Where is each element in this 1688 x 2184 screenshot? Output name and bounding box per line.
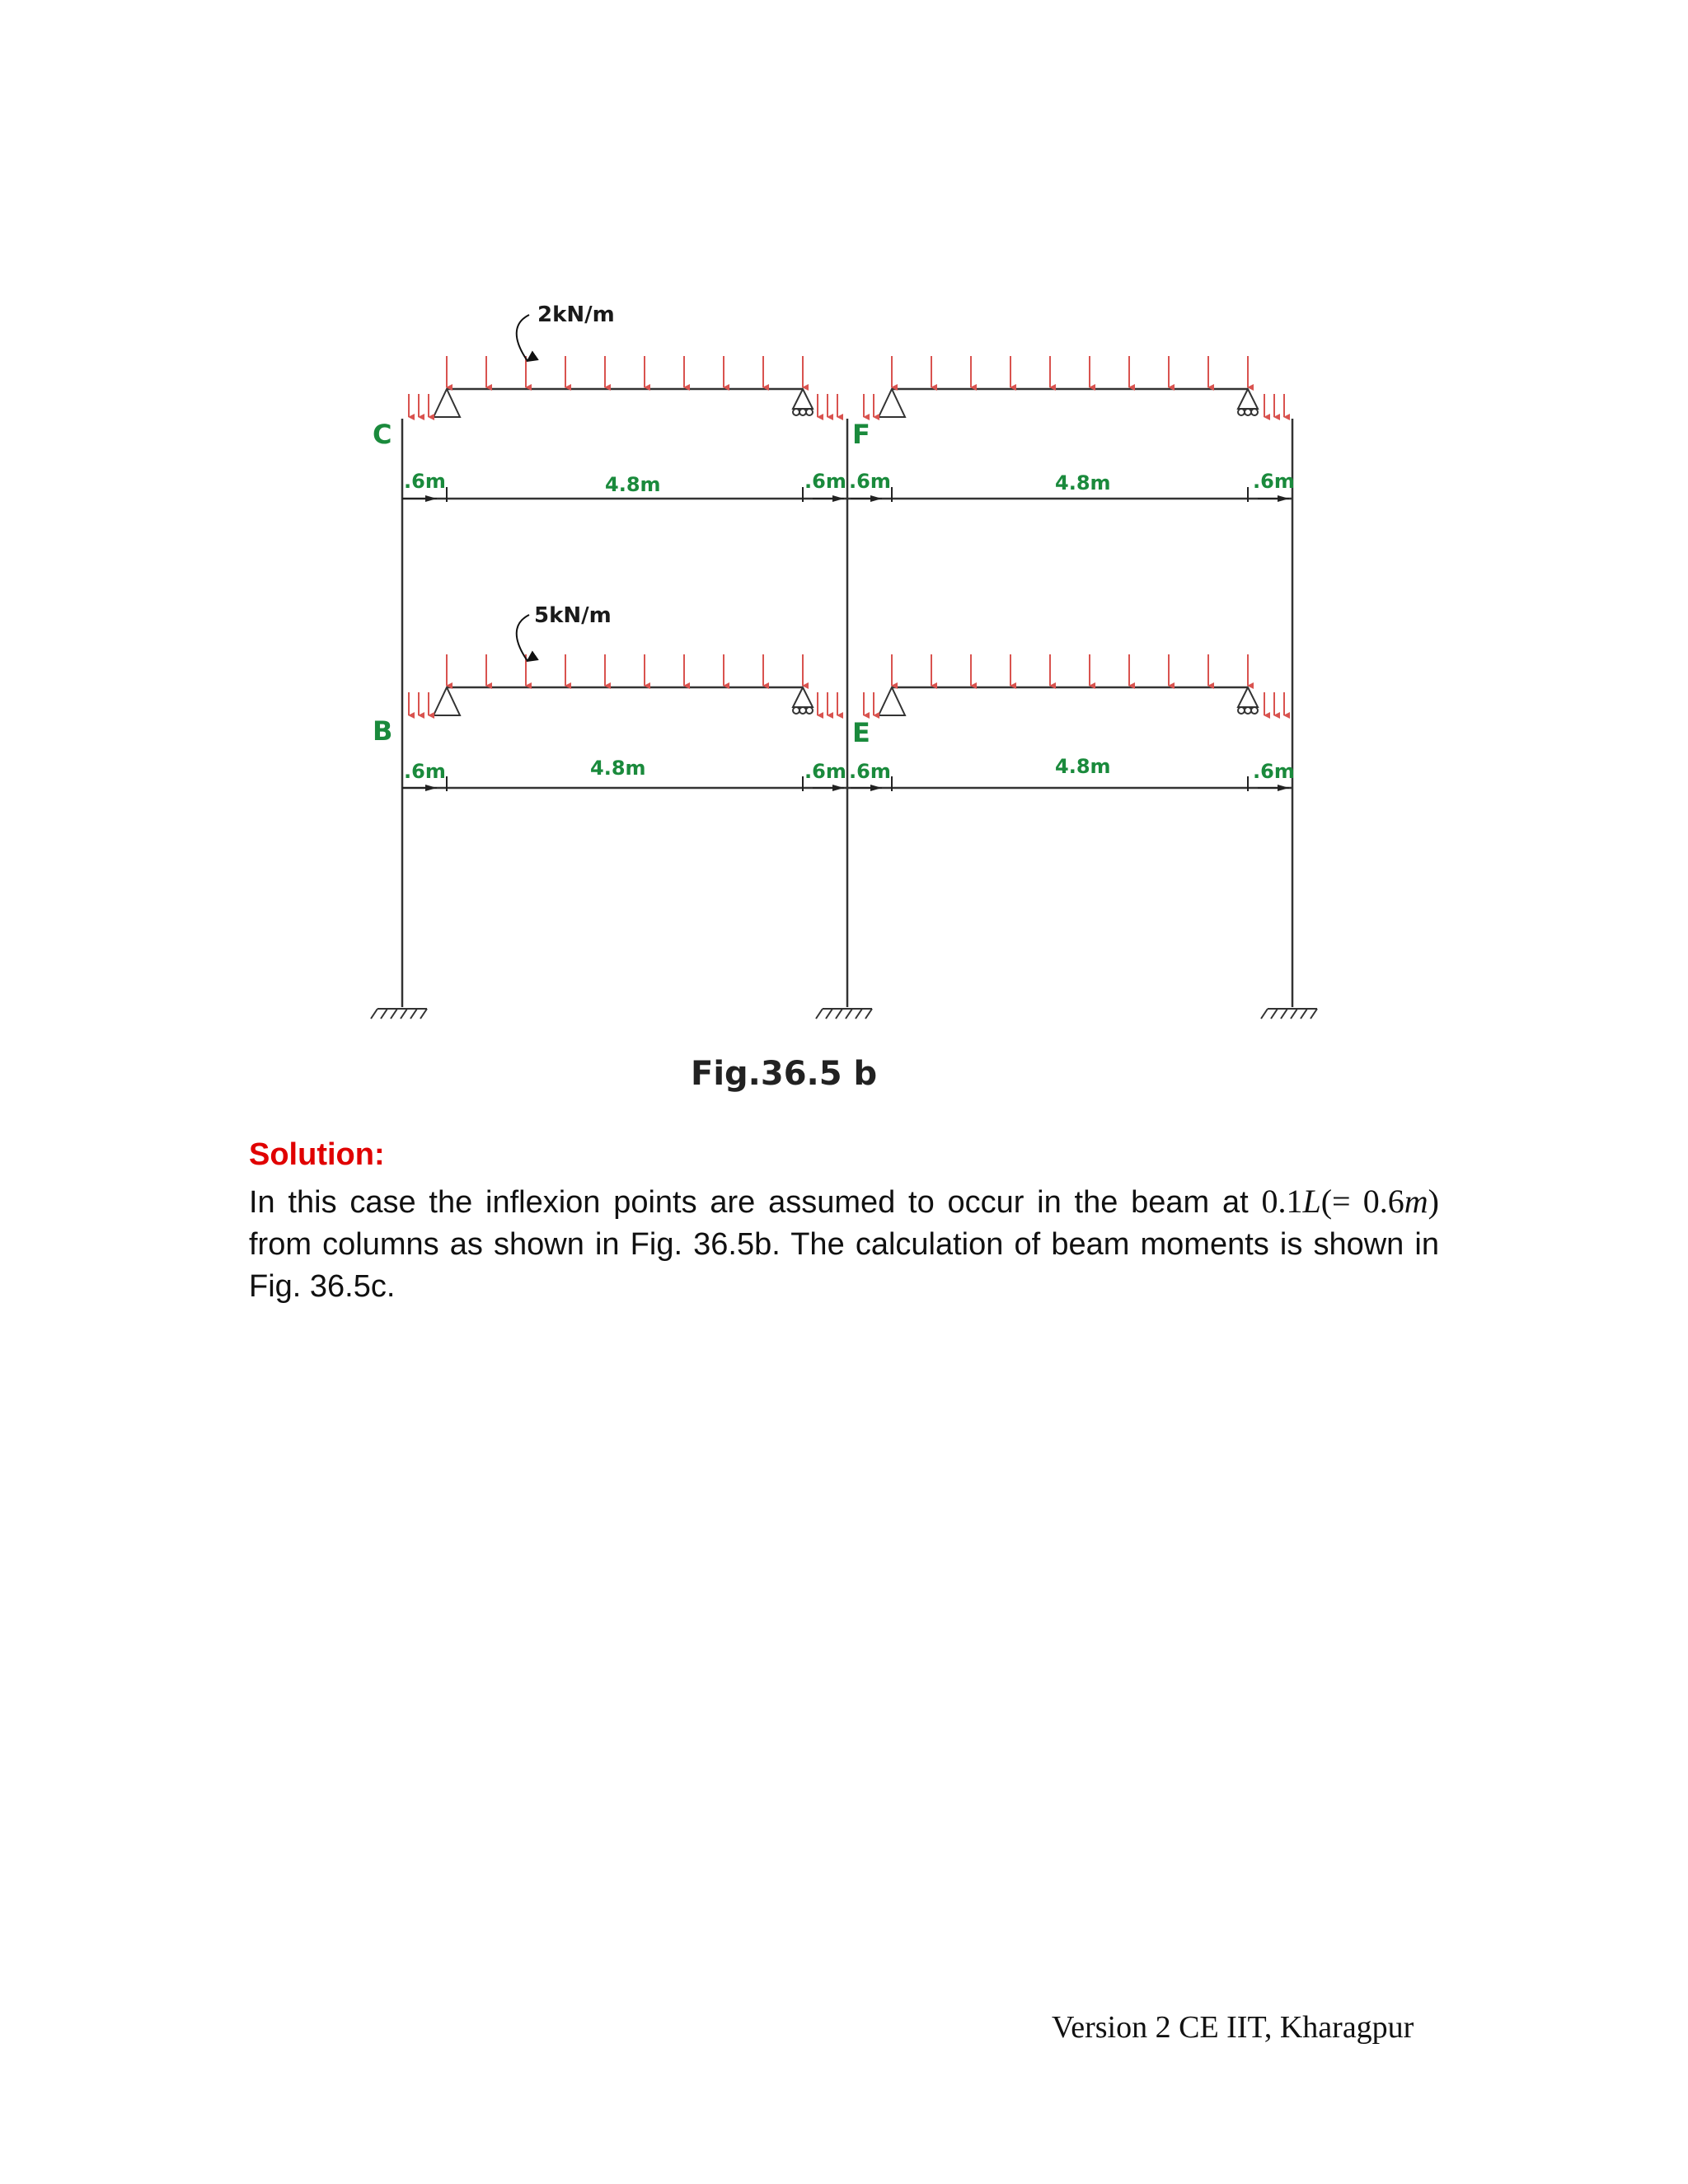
roller-wheel [799, 707, 806, 714]
roller-support-mid-right [1238, 687, 1258, 707]
roller-support-top-right [1238, 389, 1258, 409]
roller-wheel [806, 707, 813, 714]
solution-paragraph [249, 1180, 1439, 1308]
pin-support-mid-right [879, 687, 905, 715]
load-label-mid: 5kN/m [534, 603, 612, 628]
fixed-base-left [371, 1009, 427, 1019]
dim-label: .6m [1253, 470, 1295, 493]
solution-text-after: from columns as shown in Fig. 36.5b. The calculation of beam moments is shown in Fig. 36.5c. [249, 1227, 1439, 1304]
joint-label-c: C [373, 419, 392, 450]
dim-label: .6m [1253, 760, 1295, 783]
roller-wheel [1245, 409, 1251, 415]
load-callouts [517, 315, 529, 661]
fixed-bases [371, 1009, 1317, 1019]
roller-wheel [1238, 707, 1245, 714]
math-expression: 0.1L(= 0.6m) [1261, 1183, 1439, 1220]
pin-support-mid-left [434, 687, 460, 715]
columns [402, 419, 1292, 1007]
roller-wheel [799, 409, 806, 415]
load-callout-top [517, 315, 529, 361]
roller-wheel [1245, 707, 1251, 714]
dim-label: .6m [804, 760, 846, 783]
solution-text-before: In this case the inflexion points are assumed to occur in the beam at [249, 1185, 1262, 1220]
dim-label: 4.8m [1055, 471, 1111, 494]
fixed-base-right [1261, 1009, 1317, 1019]
dim-label: .6m [404, 470, 446, 493]
roller-wheel [793, 409, 799, 415]
load-callout-mid [517, 615, 529, 661]
joint-label-e: E [852, 717, 870, 748]
dim-label: 4.8m [605, 473, 661, 496]
dimension-marks [402, 487, 1289, 791]
roller-wheel [1251, 409, 1258, 415]
joint-label-f: F [852, 419, 870, 450]
supports [434, 389, 1258, 715]
solution-heading: Solution: [249, 1137, 385, 1172]
dim-label: .6m [849, 470, 891, 493]
dim-label: .6m [404, 760, 446, 783]
fixed-base-middle [816, 1009, 872, 1019]
roller-wheel [793, 707, 799, 714]
roller-wheel [1238, 409, 1245, 415]
dim-label: .6m [849, 760, 891, 783]
roller-support-top-left [793, 389, 813, 409]
roller-wheel [806, 409, 813, 415]
roller-wheel [1251, 707, 1258, 714]
dim-label: .6m [804, 470, 846, 493]
pin-support-top-left [434, 389, 460, 417]
page-footer: Version 2 CE IIT, Kharagpur [1052, 2010, 1414, 2045]
dim-label: 4.8m [590, 757, 646, 780]
figure-caption: Fig.36.5 b [691, 1055, 878, 1093]
dim-label: 4.8m [1055, 755, 1111, 778]
load-label-top: 2kN/m [537, 302, 615, 327]
joint-label-b: B [373, 715, 393, 747]
roller-support-mid-left [793, 687, 813, 707]
pin-support-top-right [879, 389, 905, 417]
